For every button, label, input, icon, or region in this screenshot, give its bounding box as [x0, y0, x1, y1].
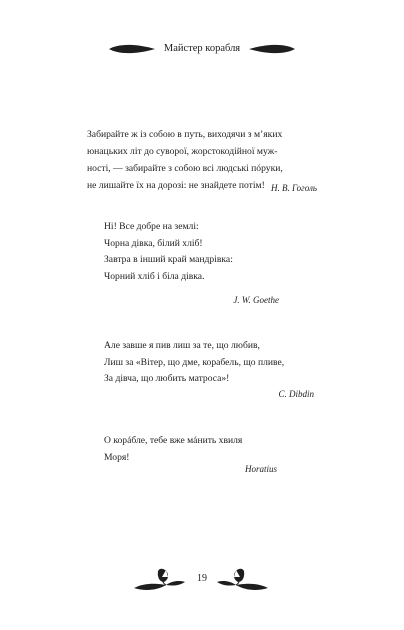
- epigraph-line: юнацьких літ до суворої, жорстокодійної муж-: [87, 146, 278, 157]
- header-title: Майстер корабля: [163, 43, 241, 54]
- verse-author: C. Dibdin: [278, 389, 314, 399]
- verse-line: О корáбле, тебе вже мáнить хвиля: [104, 435, 243, 446]
- epigraph-line: не лишайте їх на дорозі: не знайдете потім!: [87, 180, 265, 191]
- verse-line: Моря!: [104, 451, 130, 463]
- verse-epigraph-3: [104, 433, 242, 466]
- verse-line: За дівча, що любить матроса»!: [104, 373, 230, 384]
- page-footer: [0, 566, 404, 596]
- verse-line: Лиш за «Вітер, що дме, корабель, що пливе,: [104, 356, 285, 368]
- verse-epigraph-2: [104, 338, 284, 388]
- epigraph-line: ності, — забирайте з собою всі людські пóруки,: [87, 163, 283, 174]
- epigraph-line: Забирайте ж із собою в путь, виходячи з м’яких: [87, 129, 283, 140]
- verse-line: Але завше я пив лиш за те, що любив,: [104, 340, 260, 351]
- tulip-icon: [212, 566, 272, 596]
- verse-line: Чорна дівка, білий хліб!: [104, 237, 203, 249]
- epigraph-author: Н. В. Гоголь: [271, 183, 317, 193]
- running-header: [0, 41, 404, 57]
- page-number: 19: [197, 573, 207, 584]
- verse-epigraph-1: [104, 219, 233, 285]
- verse-author: Horatius: [244, 464, 277, 474]
- verse-author: J. W. Goethe: [233, 295, 279, 305]
- leaf-icon: [248, 43, 296, 55]
- verse-line: Чорний хліб і біла дівка.: [104, 270, 205, 282]
- verse-line: Завтра в інший край мандрівка:: [104, 254, 233, 265]
- verse-line: Ні! Все добре на землі:: [104, 221, 199, 232]
